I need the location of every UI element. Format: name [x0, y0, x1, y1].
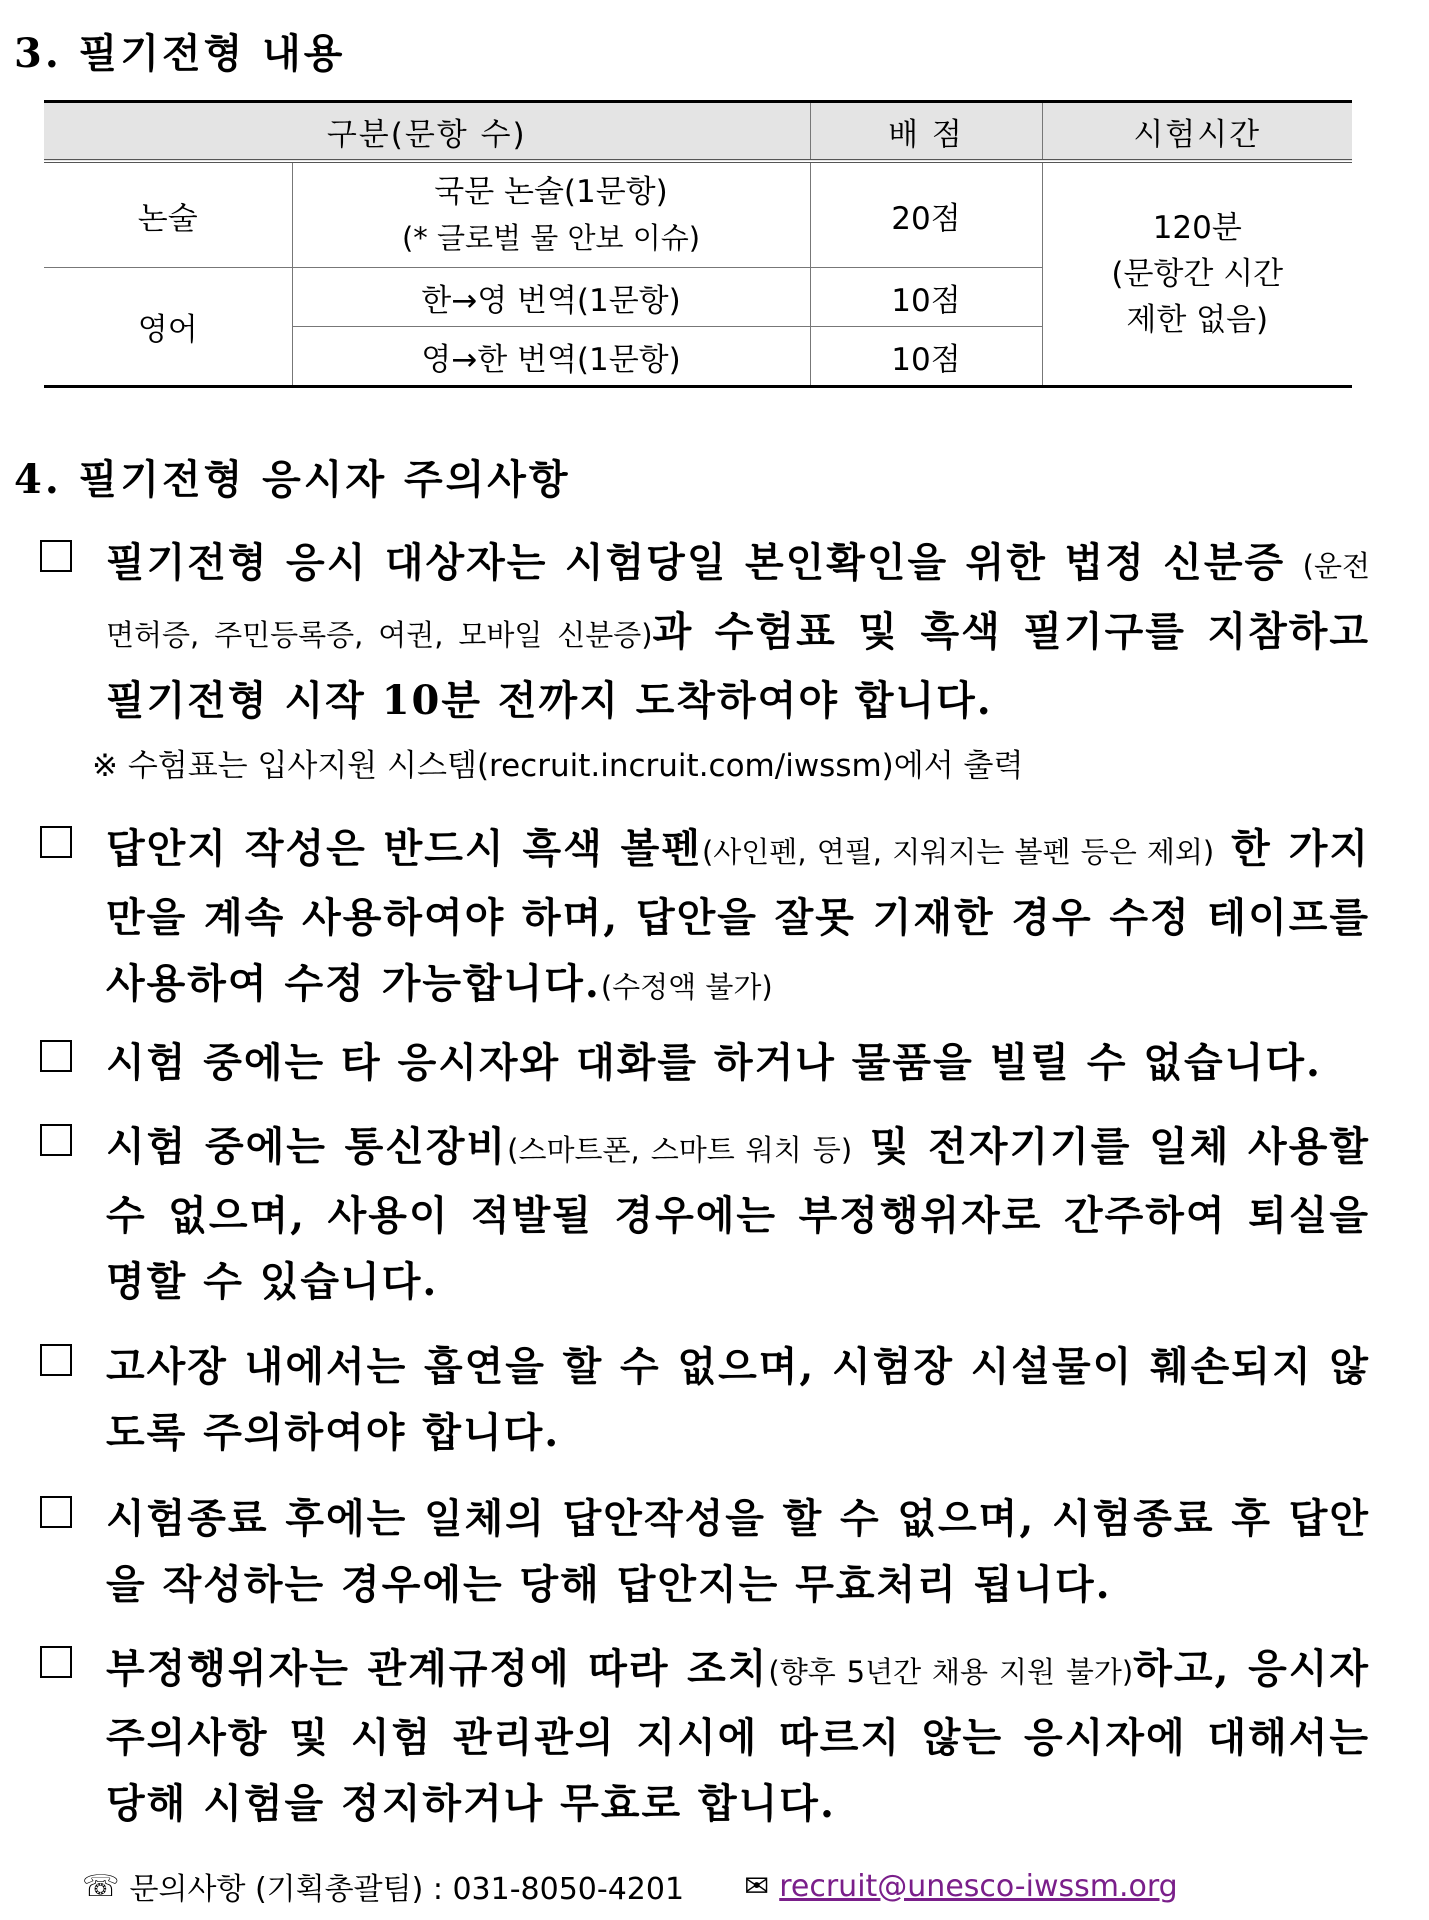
notice-subtext: (수정액 불가): [600, 970, 773, 1004]
time-line2: (문항간 시간: [1111, 256, 1284, 292]
row-ko-en-item: 한→영 번역(1문항): [292, 268, 810, 327]
essay-item-line1: 국문 논술(1문항): [434, 174, 668, 210]
row-essay-item: [292, 161, 810, 268]
notice-item: [40, 816, 1370, 1020]
notice-text: 한 가지만을 계속 사용하여야 하며, 답안을 잘못 기재한 경우 수정 테이프를 사용하여 수정 가능합니다.: [106, 825, 1370, 1007]
notice-item: [40, 530, 1370, 734]
notice-item: [40, 1486, 1370, 1618]
notice-subtext: (사인펜, 연필, 지워지는 볼펜 등은 제외): [701, 835, 1215, 869]
notice-subtext: (향후 5년간 채용 지원 불가): [768, 1655, 1134, 1689]
row-essay-score: 20점: [810, 161, 1042, 268]
exam-content-table: [44, 100, 1352, 388]
header-time: 시험시간: [1042, 102, 1352, 162]
checkbox-icon: [40, 540, 72, 572]
checkbox-icon: [40, 1646, 72, 1678]
notice-text: 답안지 작성은 반드시 흑색 볼펜: [106, 825, 702, 872]
checkbox-icon: [40, 1344, 72, 1376]
notice-item: [40, 1114, 1370, 1315]
notice-subtext: (운전면허증, 주민등록증, 여권, 모바일 신분증): [106, 549, 1370, 652]
phone-icon: ☏: [82, 1868, 120, 1904]
contact-label: 문의사항 (기획총괄팀) : 031-8050-4201: [129, 1872, 685, 1907]
row-en-ko-item: 영→한 번역(1문항): [292, 327, 810, 387]
row-essay-group: 논술: [44, 161, 292, 268]
notice-text: 시험 중에는 타 응시자와 대화를 하거나 물품을 빌릴 수 없습니다.: [106, 1039, 1322, 1086]
mail-icon: ✉: [744, 1868, 770, 1904]
email-link[interactable]: recruit@unesco-iwssm.org: [779, 1868, 1178, 1904]
row-en-ko-score: 10점: [810, 327, 1042, 387]
header-score: 배 점: [810, 102, 1042, 162]
notice-text: 고사장 내에서는 흡연을 할 수 없으며, 시험장 시설물이 훼손되지 않도록 주의하여야 합니다.: [106, 1343, 1370, 1456]
notice-text: 필기전형 응시 대상자는 시험당일 본인확인을 위한 법정 신분증: [106, 539, 1303, 586]
notice-subtext: (스마트폰, 스마트 워치 등): [507, 1133, 853, 1167]
time-line1: 120분: [1152, 210, 1242, 246]
row-ko-en-score: 10점: [810, 268, 1042, 327]
notice-item: [40, 1636, 1370, 1837]
notice-text: 시험종료 후에는 일체의 답안작성을 할 수 없으며, 시험종료 후 답안을 작성하는 경우에는 당해 답안지는 무효처리 됩니다.: [106, 1495, 1370, 1608]
time-line3: 제한 없음): [1126, 302, 1269, 338]
header-category: 구분(문항 수): [44, 102, 810, 162]
essay-item-line2: (* 글로벌 물 안보 이슈): [401, 221, 701, 255]
checkbox-icon: [40, 1496, 72, 1528]
checkbox-icon: [40, 826, 72, 858]
notice-item: [40, 1334, 1370, 1466]
row-english-group: 영어: [44, 268, 292, 387]
exam-time-cell: [1042, 161, 1352, 387]
contact-footer: [82, 1864, 1178, 1908]
checkbox-icon: [40, 1040, 72, 1072]
notice-item: [40, 1030, 1370, 1096]
notice-text: 부정행위자는 관계규정에 따라 조치: [106, 1645, 769, 1692]
notice-text: 하고, 응시자 주의사항 및 시험 관리관의 지시에 따르지 않는 응시자에 대해서는 당해 시험을 정지하거나 무효로 합니다.: [106, 1645, 1370, 1827]
notice-text: 과 수험표 및 흑색 필기구를 지참하고 필기전형 시작 10분 전까지 도착하여야 합니다.: [106, 608, 1370, 724]
checkbox-icon: [40, 1124, 72, 1156]
ticket-print-note: ※ 수험표는 입사지원 시스템(recruit.incruit.com/iwssm)에서 출력: [92, 748, 1024, 784]
notice-text: 및 전자기기를 일체 사용할 수 없으며, 사용이 적발될 경우에는 부정행위자로 간주하여 퇴실을 명할 수 있습니다.: [106, 1123, 1370, 1305]
section-4-title: 4. 필기전형 응시자 주의사항: [14, 456, 571, 503]
section-3-title: 3. 필기전형 내용: [14, 30, 346, 77]
notice-text: 시험 중에는 통신장비: [106, 1123, 508, 1170]
